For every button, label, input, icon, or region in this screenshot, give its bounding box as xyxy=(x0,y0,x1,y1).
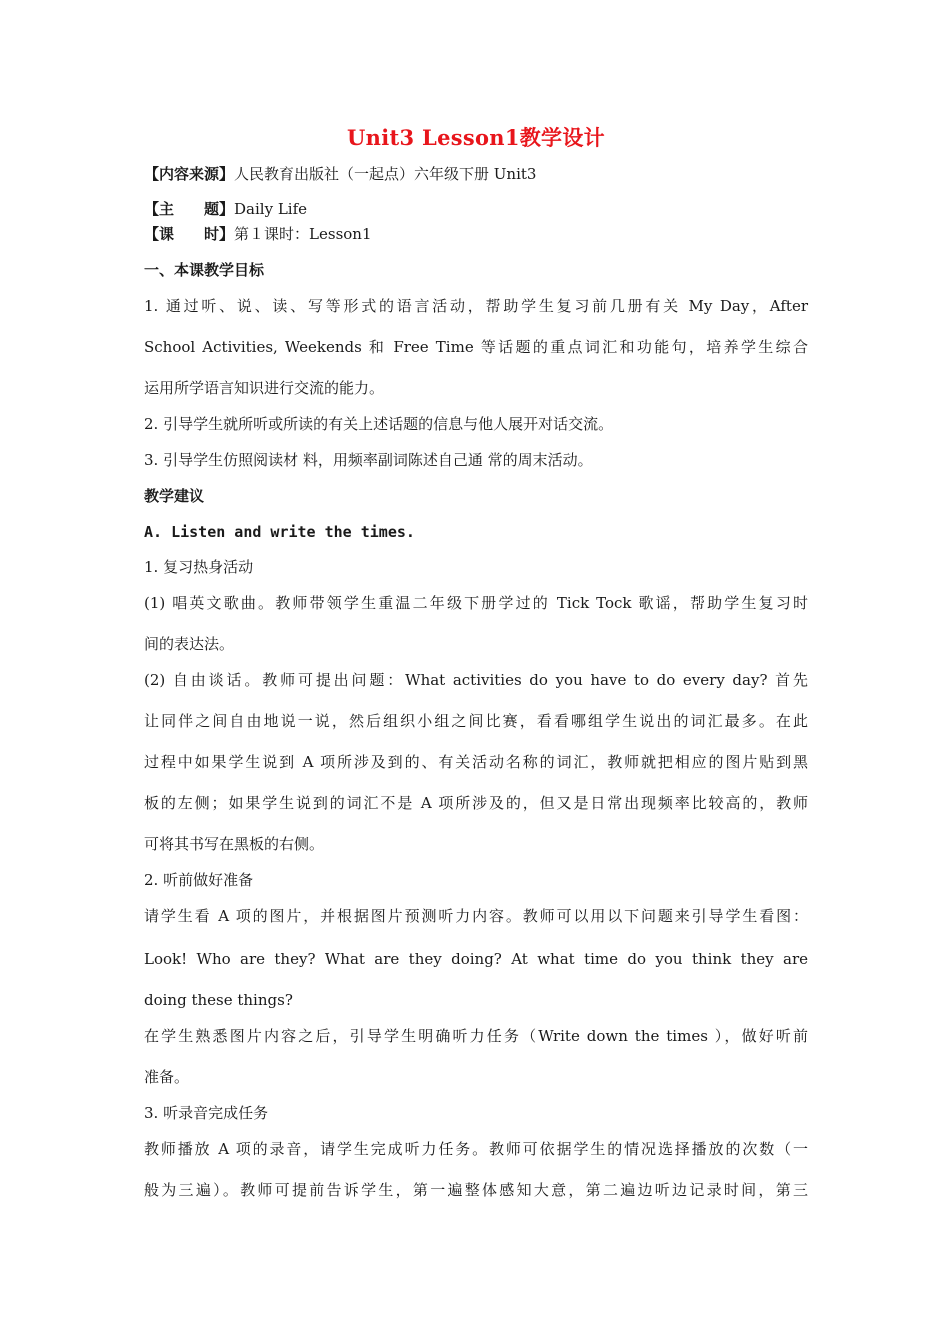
period-label: 【课 时】 xyxy=(144,225,235,243)
objective-3: 3. 引导学生仿照阅读材 料，用频率副词陈述自己通 常的周末活动。 xyxy=(144,451,593,469)
meta-topic-row xyxy=(144,200,808,218)
step-2-line-1: 请学生看 A 项的图片，并根据图片预测听力内容。教师可以用以下问题来引导学生看图： xyxy=(144,907,808,925)
document-title: Unit3 Lesson1教学设计 xyxy=(347,125,605,150)
topic-label: 【主 题】 xyxy=(144,200,235,218)
step-1-heading: 1. 复习热身活动 xyxy=(144,558,254,576)
step-2-line-3: doing these things? xyxy=(144,991,293,1009)
step-2-line-5: 准备。 xyxy=(144,1068,190,1086)
objective-1-line-2: School Activities, Weekends 和 Free Time 等话题的重点词汇和功能句，培养学生综合 xyxy=(144,338,808,356)
section-heading-suggestions: 教学建议 xyxy=(144,487,205,505)
step-1-para-2-line-3: 过程中如果学生说到 A 项所涉及到的、有关活动名称的词汇，教师就把相应的图片贴到黑 xyxy=(144,753,808,771)
meta-source-row xyxy=(144,165,808,183)
step-3-heading: 3. 听录音完成任务 xyxy=(144,1104,269,1122)
step-2-line-4: 在学生熟悉图片内容之后，引导学生明确听力任务（Write down the times ），做好听前 xyxy=(144,1027,808,1045)
step-1-para-2-line-2: 让同伴之间自由地说一说，然后组织小组之间比赛，看看哪组学生说出的词汇最多。在此 xyxy=(144,712,808,730)
source-label: 【内容来源】 xyxy=(144,165,235,183)
objective-1-line-3: 运用所学语言知识进行交流的能力。 xyxy=(144,379,385,397)
topic-value: Daily Life xyxy=(234,200,308,218)
step-1-para-2-line-4: 板的左侧；如果学生说到的词汇不是 A 项所涉及的，但又是日常出现频率比较高的，教师 xyxy=(144,794,808,812)
period-value: 第１课时：Lesson1 xyxy=(234,225,372,243)
meta-period-row xyxy=(144,225,808,243)
step-1-para-1-line-1: (1) 唱英文歌曲。教师带领学生重温二年级下册学过的 Tick Tock 歌谣，帮助学生复习时 xyxy=(144,594,808,612)
part-a-heading: A. Listen and write the times. xyxy=(144,523,415,541)
step-1-para-2-line-1: (2) 自由谈话。教师可提出问题：What activities do you have to do every day? 首先 xyxy=(144,671,808,689)
objective-2: 2. 引导学生就所听或所读的有关上述话题的信息与他人展开对话交流。 xyxy=(144,415,614,433)
step-1-para-2-line-5: 可将其书写在黑板的右侧。 xyxy=(144,835,325,853)
step-3-line-1: 教师播放 A 项的录音，请学生完成听力任务。教师可依据学生的情况选择播放的次数（一 xyxy=(144,1140,808,1158)
step-2-heading: 2. 听前做好准备 xyxy=(144,871,254,889)
step-1-para-1-line-2: 间的表达法。 xyxy=(144,635,235,653)
objective-1-line-1: 1. 通过听、说、读、写等形式的语言活动，帮助学生复习前几册有关 My Day，After xyxy=(144,297,808,315)
step-3-line-2: 般为三遍）。教师可提前告诉学生，第一遍整体感知大意，第二遍边听边记录时间，第三 xyxy=(144,1181,808,1199)
source-value: 人民教育出版社（一起点）六年级下册 Unit3 xyxy=(234,165,537,183)
section-heading-objectives: 一、本课教学目标 xyxy=(144,261,265,279)
step-2-line-2: Look! Who are they? What are they doing? At what time do you think they are xyxy=(144,950,808,968)
